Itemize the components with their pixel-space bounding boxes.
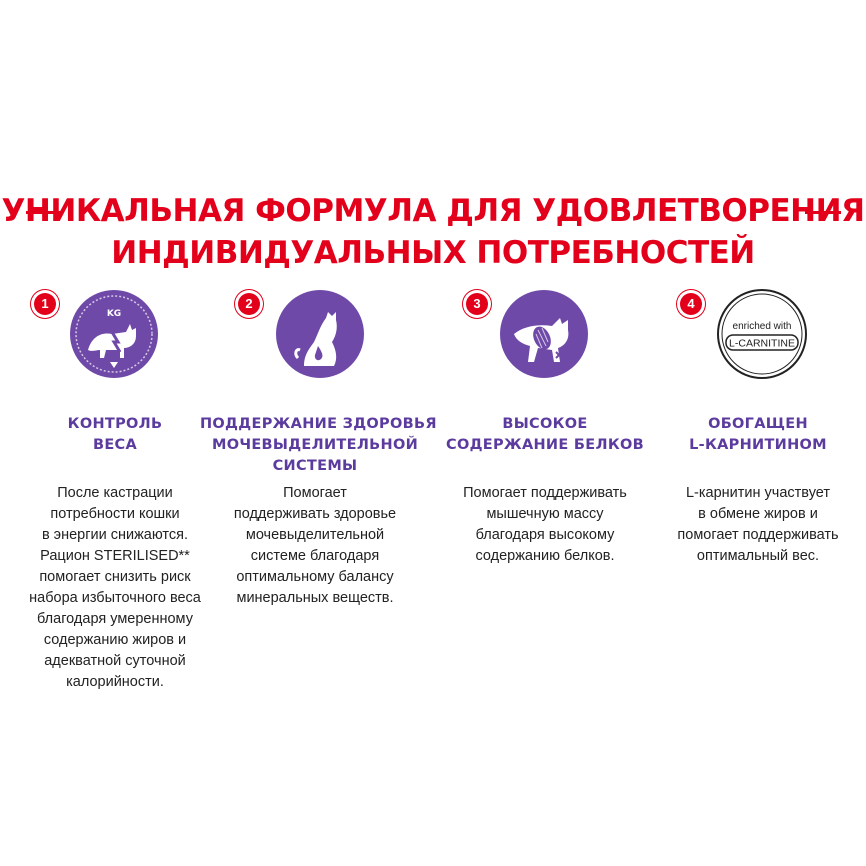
desc-line: Помогает поддерживать <box>463 485 627 501</box>
title-line: КОНТРОЛЬ <box>67 416 163 432</box>
feature-description <box>430 483 660 567</box>
desc-line: минеральных веществ. <box>236 590 394 606</box>
desc-line: содержанию жиров и <box>43 632 187 648</box>
feature-title <box>200 414 437 477</box>
desc-line: содержанию белков. <box>475 548 615 564</box>
desc-line: поддерживать здоровье <box>233 506 397 522</box>
desc-line: потребности кошки <box>50 506 180 522</box>
number-badge: 3 <box>466 293 488 315</box>
desc-line: После кастрации <box>57 485 173 501</box>
feature-description <box>0 483 230 693</box>
desc-line: набора избыточного веса <box>29 590 201 606</box>
weight-control-cat-icon <box>68 288 160 380</box>
number-badge: 1 <box>34 293 56 315</box>
muscle-mass-cat-icon <box>498 288 590 380</box>
number-badge: 4 <box>680 293 702 315</box>
desc-line: Рацион STERILISED** <box>40 548 190 564</box>
desc-line: Помогает <box>283 485 347 501</box>
desc-line: благодаря умеренному <box>37 611 193 627</box>
title-line: МОЧЕВЫДЕЛИТЕЛЬНОЙ <box>211 437 419 453</box>
feature-title <box>0 414 230 456</box>
title-line: ОБОГАЩЕН <box>708 416 808 432</box>
desc-line: L-карнитин участвует <box>685 485 831 501</box>
headline-line-2: ИНДИВИДУАЛЬНЫХ ПОТРЕБНОСТЕЙ <box>111 235 755 271</box>
headline <box>0 190 866 274</box>
l-carnitine-icon <box>716 288 808 380</box>
desc-line: благодаря высокому <box>475 527 615 543</box>
desc-line: в энергии снижаются. <box>41 527 189 543</box>
desc-line: мышечную массу <box>486 506 604 522</box>
title-line: ВЕСА <box>92 437 138 453</box>
headline-line-1: УНИКАЛЬНАЯ ФОРМУЛА ДЛЯ УДОВЛЕТВОРЕНИЯ <box>1 193 865 229</box>
title-line: ВЫСОКОЕ <box>502 416 588 432</box>
number-badge: 2 <box>238 293 260 315</box>
title-line: СОДЕРЖАНИЕ БЕЛКОВ <box>446 437 644 453</box>
feature-title <box>650 414 866 456</box>
desc-line: адекватной суточной <box>44 653 186 669</box>
desc-line: оптимальный вес. <box>696 548 820 564</box>
desc-line: в обмене жиров и <box>698 506 818 522</box>
title-line: СИСТЕМЫ <box>272 458 358 474</box>
svg-text:enriched with: enriched with <box>732 321 792 332</box>
desc-line: калорийности. <box>66 674 164 690</box>
urinary-health-cat-icon <box>274 288 366 380</box>
feature-description <box>650 483 866 567</box>
title-line: ПОДДЕРЖАНИЕ ЗДОРОВЬЯ <box>200 416 437 432</box>
feature-title <box>430 414 660 456</box>
feature-description <box>200 483 430 609</box>
desc-line: мочевыделительной <box>245 527 385 543</box>
svg-text:KG: KG <box>106 309 122 319</box>
desc-line: помогает поддерживать <box>677 527 839 543</box>
desc-line: помогает снизить риск <box>39 569 191 585</box>
desc-line: системе благодаря <box>250 548 380 564</box>
title-line: L-КАРНИТИНОМ <box>689 437 827 453</box>
desc-line: оптимальному балансу <box>236 569 394 585</box>
svg-text:L-CARNITINE: L-CARNITINE <box>729 337 795 350</box>
